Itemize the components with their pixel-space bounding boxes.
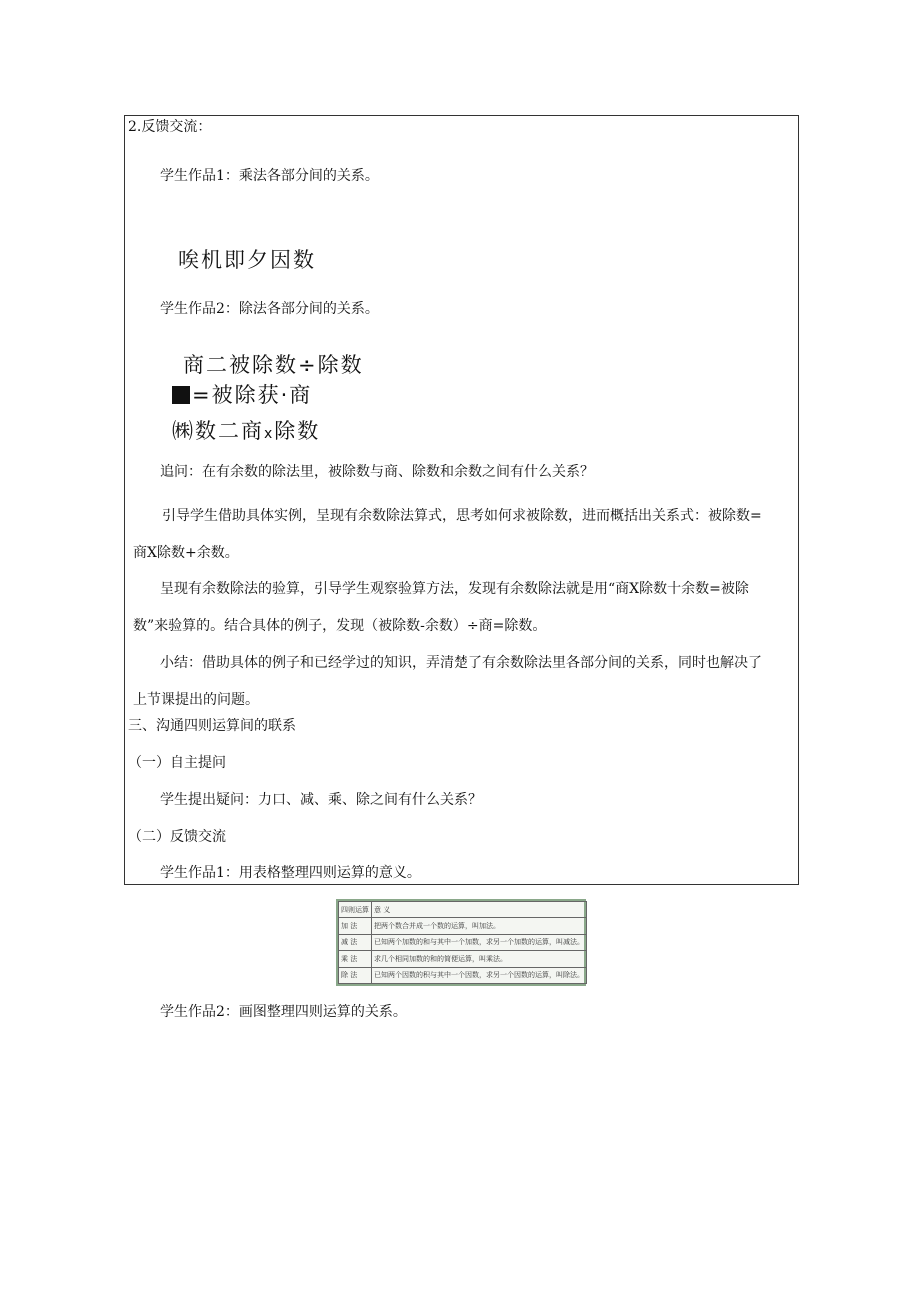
handwritten-division-line-3-b: 除数 (274, 419, 321, 443)
follow-up-question: 追问：在有余数的除法里，被除数与商、除数和余数之间有什么关系？ (160, 464, 594, 480)
table-row (339, 934, 587, 950)
table-cell: 已知两个加数的和与其中一个加数，求另一个加数的运算，叫减法。 (372, 934, 587, 950)
verification-paragraph: 呈现有余数除法的验算，引导学生观察验算方法，发现有余数除法就是用“商X除数十余数=被除数”来验算的。结合具体的例子，发现（被除数-余数）÷商=除数。 (133, 581, 749, 634)
student-question: 学生提出疑问：力口、减、乘、除之间有什么关系？ (160, 792, 482, 808)
table-cell: 除 法 (339, 967, 372, 983)
table-header-cell: 意 义 (372, 902, 587, 918)
table-cell: 求几个相同加数的和的简便运算，叫乘法。 (372, 951, 587, 967)
section-3-heading: 三、沟通四则运算间的联系 (128, 718, 296, 734)
handwritten-division-line-3 (172, 415, 320, 445)
handwritten-operations-table (338, 901, 587, 984)
subsection-2-heading: （二）反馈交流 (128, 829, 226, 845)
table-cell: 已知两个因数的积与其中一个因数，求另一个因数的运算，叫除法。 (372, 967, 587, 983)
table-cell: 加 法 (339, 918, 372, 934)
handwritten-division-line-3-x: x (264, 426, 275, 442)
section-feedback-heading: 2.反馈交流： (128, 119, 212, 135)
handwritten-division-line-2-text: =被除获·商 (192, 383, 313, 407)
student-work-1-table: 学生作品1：用表格整理四则运算的意义。 (160, 865, 421, 881)
table-cell: 把两个数合并成一个数的运算，叫加法。 (372, 918, 587, 934)
student-work-2-diagram: 学生作品2：画图整理四则运算的关系。 (160, 1004, 407, 1020)
table-row (339, 918, 587, 934)
table-cell: 乘 法 (339, 951, 372, 967)
summary-paragraph: 小结：借助具体的例子和已经学过的知识，弄清楚了有余数除法里各部分间的关系，同时也解决了上节课提出的问题。 (133, 655, 762, 708)
handwritten-division-line-2 (172, 379, 312, 409)
handwritten-division-line-1: 商二被除数÷除数 (183, 353, 364, 377)
table-row (339, 951, 587, 967)
table-header-cell: 四则运算 (339, 902, 372, 918)
handwritten-division-line-3-a: ㈱数二商 (172, 419, 264, 443)
table-row (339, 902, 587, 918)
redaction-block (172, 386, 190, 404)
handwritten-operations-table-image (336, 899, 586, 986)
handwritten-multiplication-relation: 唉机即夕因数 (178, 248, 316, 272)
table-cell: 减 法 (339, 934, 372, 950)
table-row (339, 967, 587, 983)
student-work-1-multiplication: 学生作品1：乘法各部分间的关系。 (160, 168, 379, 184)
subsection-1-heading: （一）自主提问 (128, 755, 226, 771)
guide-paragraph: 引导学生借助具体实例，呈现有余数除法算式，思考如何求被除数，进而概括出关系式：被除数=商X除数+余数。 (133, 508, 762, 561)
student-work-2-division: 学生作品2：除法各部分间的关系。 (160, 301, 379, 317)
